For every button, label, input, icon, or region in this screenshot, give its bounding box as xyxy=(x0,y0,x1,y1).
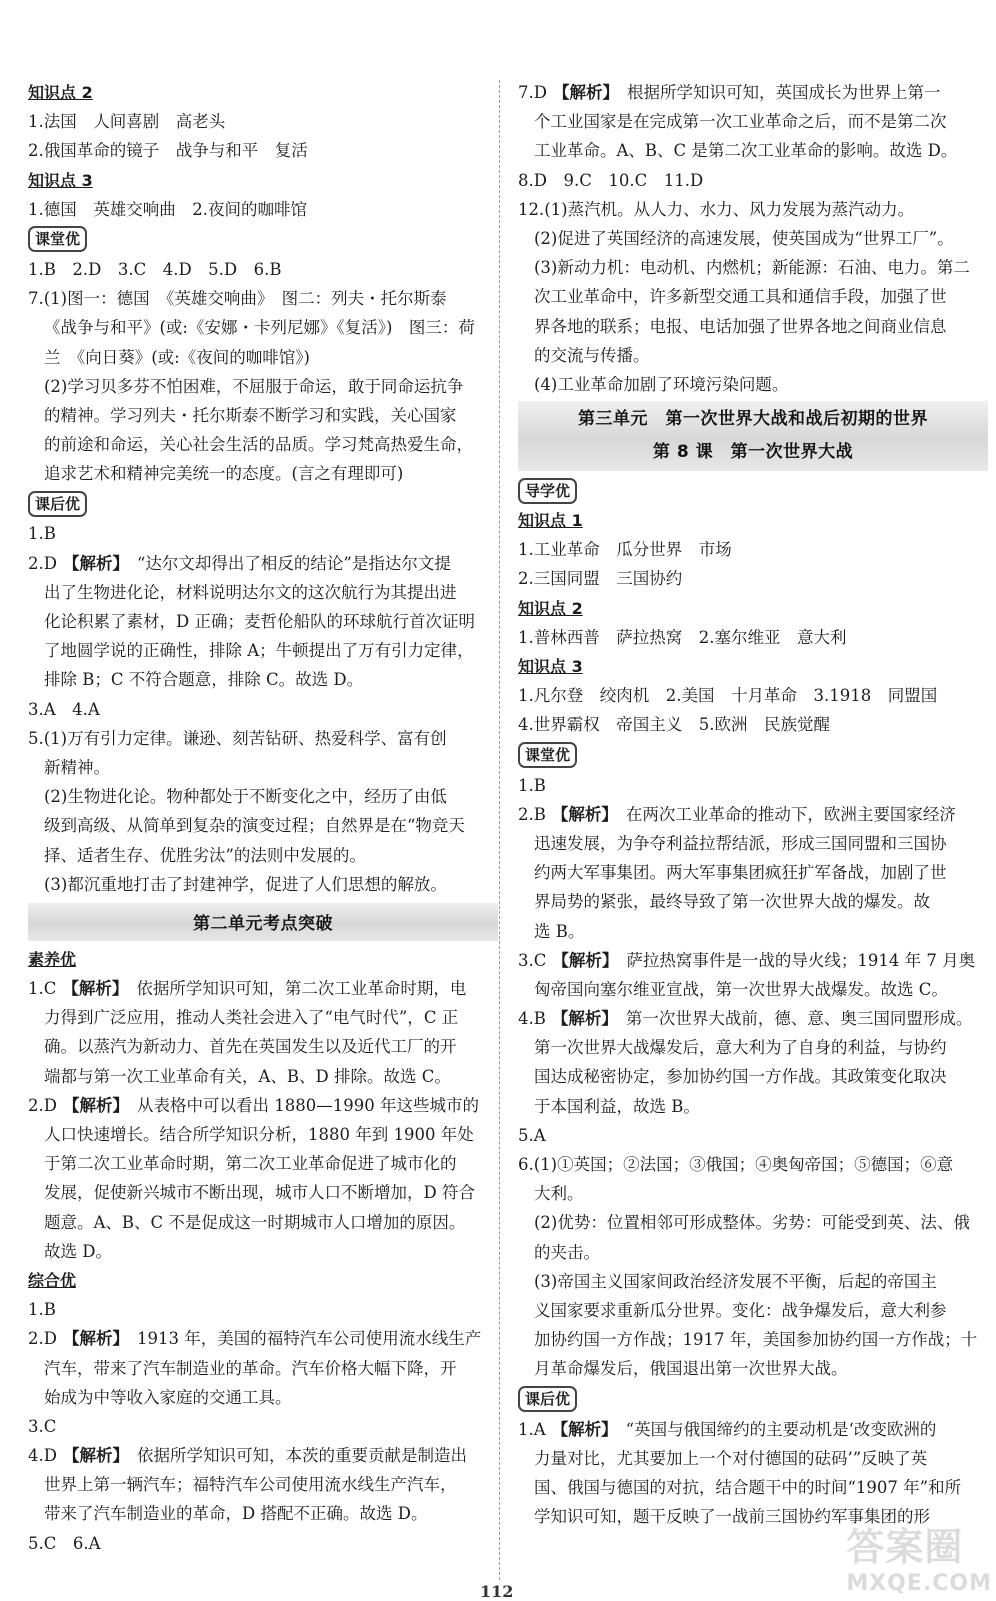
answer-text: (4)工业革命加剧了环境污染问题。 xyxy=(534,374,789,394)
section-badge: 课堂优 xyxy=(28,226,87,252)
answer-text: 端都与第一次工业革命有关，A、B、D 排除。故选 C。 xyxy=(44,1066,451,1086)
answer-text: 5.C 6.A xyxy=(28,1533,101,1553)
answer-text: 界各地的联系；电报、电话加强了世界各地之间商业信息 xyxy=(534,316,947,336)
answer-text: 1.德国 英雄交响曲 2.夜间的咖啡馆 xyxy=(28,199,307,219)
answer-line xyxy=(518,1267,988,1296)
answer-text: (2)学习贝多芬不怕困难，不屈服于命运，敢于同命运抗争 xyxy=(44,376,464,396)
answer-text: 的交流与传播。 xyxy=(534,345,650,365)
answer-text: “英国与俄国缔约的主要动机是‘改变欧洲的 xyxy=(625,1419,937,1439)
answer-line xyxy=(518,166,988,195)
answer-line xyxy=(28,313,498,342)
answer-text: 加协约国一方作战；1917 年，美国参加协约国一方作战；十 xyxy=(534,1330,978,1350)
answer-line xyxy=(518,975,988,1004)
answer-line xyxy=(28,107,498,136)
answer-text: 工业革命。A、B、C 是第二次工业革命的影响。故选 D。 xyxy=(534,141,958,161)
answer-line xyxy=(518,1150,988,1179)
answer-line xyxy=(28,870,498,899)
answer-text: 确。以蒸汽为新动力、首先在英国发生以及近代工厂的开 xyxy=(44,1037,457,1057)
answer-number: 2.B xyxy=(518,804,546,824)
answer-line xyxy=(518,1033,988,1062)
answer-text: 3.C xyxy=(28,1416,57,1436)
section-badge: 课堂优 xyxy=(518,742,577,768)
answer-line xyxy=(518,829,988,858)
answer-line xyxy=(28,724,498,753)
analysis-tag: 【解析】 xyxy=(62,553,129,573)
answer-text: 1.B xyxy=(518,775,546,795)
answer-line xyxy=(518,1354,988,1383)
analysis-tag: 【解析】 xyxy=(551,804,618,824)
answer-number: 4.B xyxy=(518,1009,546,1029)
answer-text: 兰 《向日葵》(或:《夜间的咖啡馆》) xyxy=(44,347,310,367)
answer-number: 3.C xyxy=(518,950,547,970)
answer-text: 《战争与和平》(或:《安娜・卡列尼娜》《复活》) 图三：荷 xyxy=(44,318,475,338)
section-heading: 知识点 3 xyxy=(518,657,583,676)
answer-text: 始成为中等收入家庭的交通工具。 xyxy=(44,1387,292,1407)
answer-text: 学知识可知，题干反映了一战前三国协约军事集团的形 xyxy=(534,1507,930,1527)
answer-text: 1913 年，美国的福特汽车公司使用流水线生产 xyxy=(136,1329,482,1349)
answer-line xyxy=(518,681,988,710)
answer-line xyxy=(518,710,988,739)
section-heading: 知识点 3 xyxy=(28,170,93,190)
answer-line xyxy=(518,1296,988,1325)
answer-text: 依据所学知识可知，本茨的重要贡献是制造出 xyxy=(136,1446,467,1466)
answer-text: 萨拉热窝事件是一战的导火线；1914 年 7 月奥 xyxy=(626,950,976,970)
answer-line xyxy=(518,78,988,107)
answer-text: (3)新动力机：电动机、内燃机；新能源：石油、电力。第二 xyxy=(534,258,970,278)
unit-banner: 第二单元考点突破 xyxy=(28,903,498,941)
answer-text: 汽车，带来了汽车制造业的革命。汽车价格大幅下降，开 xyxy=(44,1358,457,1378)
answer-line xyxy=(518,1415,988,1444)
answer-line xyxy=(28,753,498,782)
watermark-sub: MXQE.COM xyxy=(846,1571,992,1596)
analysis-tag: 【解析】 xyxy=(551,1009,618,1029)
answer-text: 匈帝国向塞尔维亚宣战，第一次世界大战爆发。故选 C。 xyxy=(534,979,948,999)
answer-text: 故选 D。 xyxy=(44,1241,112,1261)
answer-line xyxy=(518,136,988,165)
answer-line xyxy=(518,858,988,887)
answer-text: 1.B xyxy=(28,524,56,544)
answer-text: (3)都沉重地打击了封建神学，促进了人们思想的解放。 xyxy=(44,874,447,894)
answer-line xyxy=(518,1208,988,1237)
answer-text: 于本国利益，故选 B。 xyxy=(534,1096,700,1116)
answer-text: 第一次世界大战爆发后，意大利为了自身的利益，与协约 xyxy=(534,1038,947,1058)
answer-line xyxy=(28,841,498,870)
answer-line xyxy=(28,1295,498,1324)
answer-line xyxy=(28,1120,498,1149)
answer-text: 的夹击。 xyxy=(534,1242,600,1262)
answer-number: 1.C xyxy=(28,979,57,999)
answer-text: 1.B xyxy=(28,1300,56,1320)
answer-line xyxy=(518,1444,988,1473)
section-badge-row xyxy=(28,224,498,255)
answer-text: 6.(1)①英国；②法国；③俄国；④奥匈帝国；⑤德国；⑥意 xyxy=(518,1155,954,1174)
answer-text: 世界上第一辆汽车；福特汽车公司使用流水线生产汽车， xyxy=(44,1475,457,1495)
answer-line xyxy=(518,1062,988,1091)
answer-text: 力得到广泛应用，推动人类社会进入了“电气时代”，C 正 xyxy=(44,1008,459,1028)
answer-line xyxy=(28,1324,498,1353)
answer-line xyxy=(28,1499,498,1528)
analysis-tag: 【解析】 xyxy=(62,979,129,999)
answer-text: 次工业革命中，许多新型交通工具和通信手段，加强了世 xyxy=(534,287,947,307)
answer-line xyxy=(518,946,988,975)
answer-line xyxy=(518,1325,988,1354)
answer-line xyxy=(28,519,498,548)
answer-line xyxy=(28,974,498,1003)
section-heading: 知识点 1 xyxy=(518,511,583,531)
answer-text: 带来了汽车制造业的革命，D 搭配不正确。故选 D。 xyxy=(44,1504,428,1524)
answer-text: 5.A xyxy=(518,1125,546,1145)
answer-line xyxy=(28,1354,498,1383)
answer-text: 5.(1)万有引力定律。谦逊、刻苦钻研、热爱科学、富有创 xyxy=(28,728,447,748)
answer-text: 于第二次工业革命时期，第二次工业革命促进了城市化的 xyxy=(44,1154,457,1174)
answer-line xyxy=(518,224,988,253)
answer-text: 依据所学知识可知，第二次工业革命时期，电 xyxy=(136,979,467,999)
answer-line xyxy=(518,1238,988,1267)
answer-text: “达尔文却得出了相反的结论”是指达尔文提 xyxy=(136,553,451,573)
analysis-tag: 【解析】 xyxy=(62,1329,129,1349)
section-badge: 课后优 xyxy=(518,1386,577,1412)
answer-line xyxy=(518,370,988,399)
analysis-tag: 【解析】 xyxy=(551,1419,618,1439)
answer-text: 7.(1)图一：德国 《英雄交响曲》 图二：列夫・托尔斯泰 xyxy=(28,289,447,309)
unit-banner xyxy=(518,401,988,471)
answer-text: 出了生物进化论，材料说明达尔文的这次航行为其提出进 xyxy=(44,582,457,602)
answer-text: 发展，促使新兴城市不断出现，城市人口不断增加，D 符合 xyxy=(44,1183,475,1203)
section-badge-row xyxy=(518,740,988,771)
section-badge-row xyxy=(28,488,498,519)
answer-text: 的精神。学习列夫・托尔斯泰不断学习和实践，关心国家 xyxy=(44,405,457,425)
answer-number: 2.D xyxy=(28,553,57,573)
column-divider xyxy=(499,80,500,1580)
answer-text: 月革命爆发后，俄国退出第一次世界大战。 xyxy=(534,1359,848,1379)
answer-line xyxy=(518,282,988,311)
section-badge: 导学优 xyxy=(518,478,577,504)
answer-text: 1.普林西普 萨拉热窝 2.塞尔维亚 意大利 xyxy=(518,627,847,647)
answer-line xyxy=(518,623,988,652)
answer-text: 界局势的紧张，最终导致了第一次世界大战的爆发。故 xyxy=(534,892,930,912)
answer-text: 2.俄国革命的镜子 战争与和平 复活 xyxy=(28,141,308,161)
answer-line xyxy=(518,771,988,800)
answer-text: 1.B 2.D 3.C 4.D 5.D 6.B xyxy=(28,259,282,279)
answer-line xyxy=(28,1062,498,1091)
answer-text: 8.D 9.C 10.C 11.D xyxy=(518,170,704,190)
answer-text: 的前途和命运，关心社会生活的品质。学习梵高热爱生命， xyxy=(44,435,473,455)
answer-text: 国、俄国与德国的对抗，结合题干中的时间“1907 年”和所 xyxy=(534,1477,962,1497)
unit-title: 第三单元 第一次世界大战和战后初期的世界 xyxy=(578,409,928,430)
answer-number: 2.D xyxy=(28,1329,57,1349)
answer-text: 大利。 xyxy=(534,1184,584,1204)
watermark xyxy=(846,1516,992,1596)
answer-line xyxy=(28,430,498,459)
answer-line xyxy=(518,887,988,916)
answer-line xyxy=(28,811,498,840)
answer-line xyxy=(28,578,498,607)
answer-text: 选 B。 xyxy=(534,921,585,941)
answer-line xyxy=(28,636,498,665)
answer-line xyxy=(28,1032,498,1061)
answer-line xyxy=(28,1149,498,1178)
answer-number: 1.A xyxy=(518,1419,546,1439)
answer-text: 级到高级、从简单到复杂的演变过程；自然界是在“物竞天 xyxy=(44,816,465,836)
answer-line xyxy=(28,1208,498,1237)
answer-line xyxy=(28,665,498,694)
answer-line xyxy=(518,1092,988,1121)
analysis-tag: 【解析】 xyxy=(62,1446,129,1466)
answer-line xyxy=(28,1412,498,1441)
answer-number: 7.D xyxy=(518,83,547,102)
answer-line xyxy=(28,284,498,313)
answer-text: 择、适者生存、优胜劣汰”的法则中发展的。 xyxy=(44,845,366,865)
answer-line xyxy=(28,1003,498,1032)
answer-line xyxy=(28,607,498,636)
answer-line xyxy=(28,1178,498,1207)
answer-line xyxy=(518,107,988,136)
answer-text: 4.世界霸权 帝国主义 5.欧洲 民族觉醒 xyxy=(518,715,830,735)
answer-text: 国达成秘密协定，参加协约国一方作战。其政策变化取决 xyxy=(534,1067,947,1087)
answer-text: 2.三国同盟 三国协约 xyxy=(518,569,683,589)
page-number: 112 xyxy=(480,1582,514,1601)
answer-line xyxy=(28,1470,498,1499)
answer-line xyxy=(28,401,498,430)
section-heading: 综合优 xyxy=(28,1270,77,1290)
answer-line xyxy=(28,1091,498,1120)
answer-line xyxy=(518,1121,988,1150)
section-badge: 课后优 xyxy=(28,491,87,517)
answer-line xyxy=(28,1383,498,1412)
answer-line xyxy=(518,535,988,564)
answer-text: (2)促进了英国经济的高速发展，使英国成为“世界工厂”。 xyxy=(534,228,954,248)
answer-text: 新精神。 xyxy=(44,757,110,777)
answer-line xyxy=(518,800,988,829)
answer-text: 12.(1)蒸汽机。从人力、水力、风力发展为蒸汽动力。 xyxy=(518,199,915,219)
answer-line xyxy=(518,1004,988,1033)
answer-text: 追求艺术和精神完美统一的态度。(言之有理即可) xyxy=(44,464,404,484)
answer-text: (2)生物进化论。物种都处于不断变化之中，经历了由低 xyxy=(44,787,447,807)
answer-line xyxy=(518,341,988,370)
answer-line xyxy=(28,549,498,578)
answer-line xyxy=(518,312,988,341)
answer-text: 排除 B；C 不符合题意，排除 C。故选 D。 xyxy=(44,670,364,690)
answer-line xyxy=(28,1441,498,1470)
analysis-tag: 【解析】 xyxy=(552,83,619,102)
section-heading: 素养优 xyxy=(28,949,77,969)
answer-text: 义国家要求重新瓜分世界。变化：战争爆发后，意大利参 xyxy=(534,1300,947,1320)
answer-line xyxy=(518,1179,988,1208)
section-badge-row xyxy=(518,1384,988,1415)
answer-text: (3)帝国主义国家间政治经济发展不平衡，后起的帝国主 xyxy=(534,1271,937,1291)
answer-line xyxy=(28,1529,498,1558)
answer-text: 人口快速增长。结合所学知识分析，1880 年到 1900 年处 xyxy=(44,1125,474,1144)
answer-text: 迅速发展，为争夺利益拉帮结派，形成三国同盟和三国协 xyxy=(534,833,947,853)
answer-text: 从表格中可以看出 1880—1990 年这些城市的 xyxy=(136,1095,479,1115)
answer-line xyxy=(28,695,498,724)
answer-line xyxy=(518,1473,988,1502)
answer-text: 3.A 4.A xyxy=(28,699,100,719)
watermark-main: 答案圈 xyxy=(846,1525,964,1569)
answer-text: 根据所学知识可知，英国成长为世界上第一 xyxy=(626,83,941,102)
analysis-tag: 【解析】 xyxy=(552,950,619,970)
answer-text: 化论积累了素材，D 正确；麦哲伦船队的环球航行首次证明 xyxy=(44,612,475,631)
answer-line xyxy=(518,564,988,593)
section-heading: 知识点 2 xyxy=(28,83,93,102)
answer-line xyxy=(28,459,498,488)
answer-line xyxy=(518,195,988,224)
answer-text: 个工业国家是在完成第一次工业革命之后，而不是第二次 xyxy=(534,112,947,132)
answer-text: 1.法国 人间喜剧 高老头 xyxy=(28,112,226,132)
answer-line xyxy=(28,1237,498,1266)
answer-line xyxy=(28,782,498,811)
answer-text: 力量对比，尤其要加上一个对付德国的砝码’”反映了英 xyxy=(534,1448,928,1468)
right-column xyxy=(518,78,988,1531)
answer-text: 1.工业革命 瓜分世界 市场 xyxy=(518,540,732,560)
answer-line xyxy=(28,372,498,401)
answer-text: 题意。A、B、C 不是促成这一时期城市人口增加的原因。 xyxy=(44,1212,466,1232)
answer-line xyxy=(28,136,498,165)
answer-text: 在两次工业革命的推动下，欧洲主要国家经济 xyxy=(625,804,956,824)
answer-line xyxy=(518,253,988,282)
answer-number: 2.D xyxy=(28,1095,57,1115)
answer-text: 约两大军事集团。两大军事集团疯狂扩军备战，加剧了世 xyxy=(534,863,947,883)
section-heading: 知识点 2 xyxy=(518,598,583,618)
answer-line xyxy=(518,917,988,946)
lesson-title: 第 8 课 第一次世界大战 xyxy=(652,442,854,463)
analysis-tag: 【解析】 xyxy=(62,1095,129,1115)
answer-line xyxy=(28,255,498,284)
answer-text: 了地圆学说的正确性，排除 A；牛顿提出了万有引力定律， xyxy=(44,641,474,661)
section-badge-row xyxy=(518,475,988,506)
answer-text: 第一次世界大战前，德、意、奥三国同盟形成。 xyxy=(625,1009,973,1029)
answer-text: 1.凡尔登 绞肉机 2.美国 十月革命 3.1918 同盟国 xyxy=(518,686,938,706)
answer-line xyxy=(28,343,498,372)
left-column xyxy=(28,78,498,1558)
answer-number: 4.D xyxy=(28,1446,57,1466)
answer-line xyxy=(28,195,498,224)
answer-text: (2)优势：位置相邻可形成整体。劣势：可能受到英、法、俄 xyxy=(534,1213,970,1233)
